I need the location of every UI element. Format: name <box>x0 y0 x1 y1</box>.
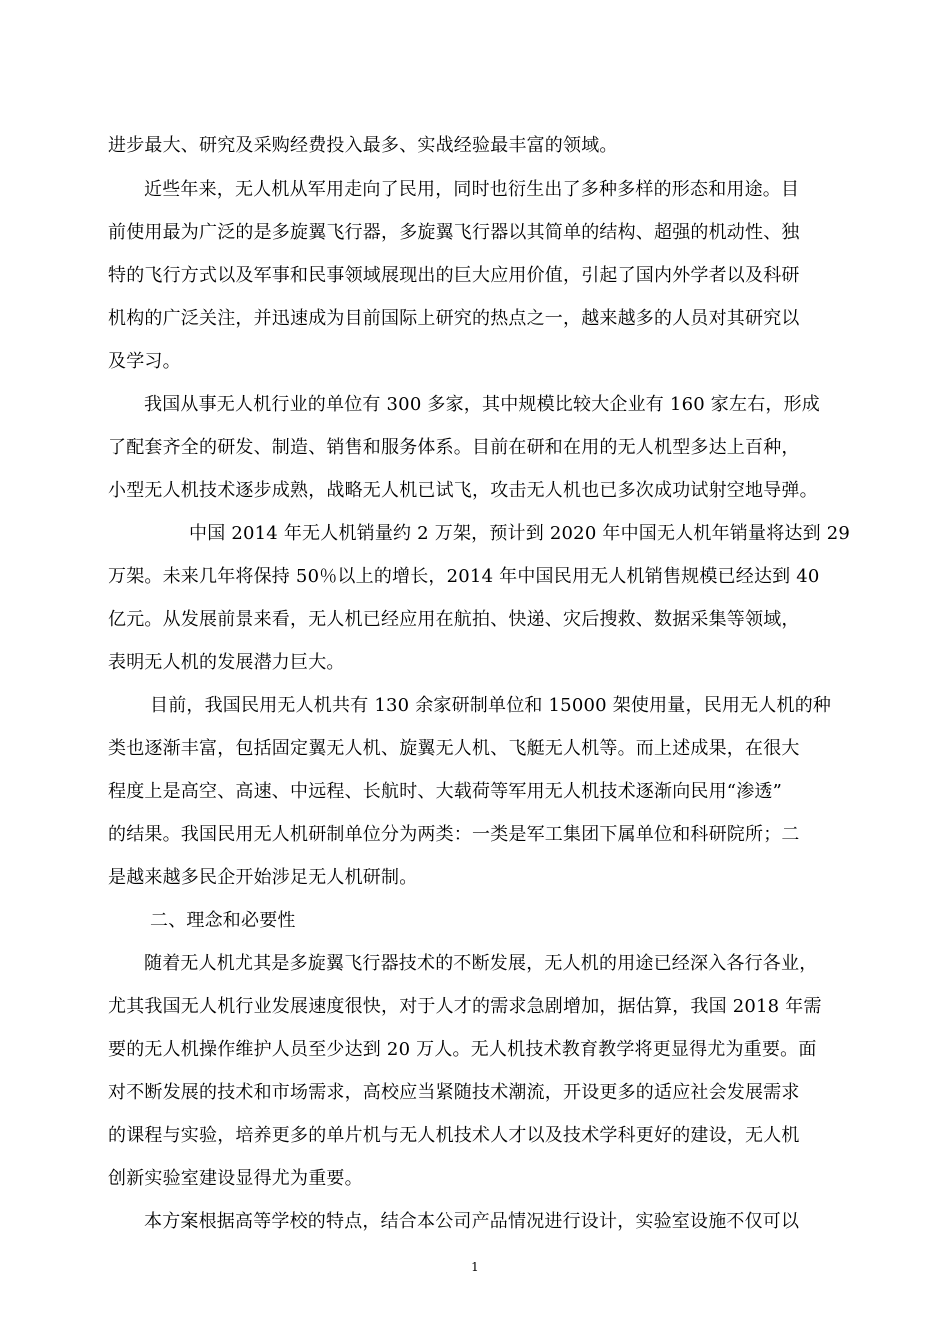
text-line: 是越来越多民企开始涉足无人机研制。 <box>108 867 418 888</box>
page-number: 1 <box>471 1260 479 1274</box>
text-line: 程度上是高空、高速、中远程、长航时、大载荷等军用无人机技术逐渐向民用“渗透” <box>108 781 783 802</box>
text-line: 亿元。从发展前景来看，无人机已经应用在航拍、快递、灾后搜救、数据采集等领域， <box>108 609 800 630</box>
text-line: 万架。未来几年将保持 50％以上的增长，2014 年中国民用无人机销售规模已经达到 40 <box>108 566 820 587</box>
text-line: 机构的广泛关注，并迅速成为目前国际上研究的热点之一，越来越多的人员对其研究以 <box>108 308 800 329</box>
text-line: 中国 2014 年无人机销量约 2 万架，预计到 2020 年中国无人机年销量将达到 29 <box>189 523 851 544</box>
text-line: 目前，我国民用无人机共有 130 余家研制单位和 15000 架使用量，民用无人机的种 <box>150 695 832 716</box>
text-line: 类也逐渐丰富，包括固定翼无人机、旋翼无人机、飞艇无人机等。而上述成果，在很大 <box>108 738 800 759</box>
text-line: 创新实验室建设显得尤为重要。 <box>108 1168 363 1189</box>
text-line: 了配套齐全的研发、制造、销售和服务体系。目前在研和在用的无人机型多达上百种， <box>108 437 800 458</box>
text-line: 前使用最为广泛的是多旋翼飞行器，多旋翼飞行器以其简单的结构、超强的机动性、独 <box>108 222 800 243</box>
text-line: 要的无人机操作维护人员至少达到 20 万人。无人机技术教育教学将更显得尤为重要。面 <box>108 1039 817 1060</box>
text-line: 表明无人机的发展潜力巨大。 <box>108 652 345 673</box>
text-line: 随着无人机尤其是多旋翼飞行器技术的不断发展，无人机的用途已经深入各行各业， <box>144 953 818 974</box>
text-line: 我国从事无人机行业的单位有 300 多家，其中规模比较大企业有 160 家左右，形成 <box>144 394 820 415</box>
text-line: 对不断发展的技术和市场需求，高校应当紧随技术潮流，开设更多的适应社会发展需求 <box>108 1082 800 1103</box>
text-line: 尤其我国无人机行业发展速度很快，对于人才的需求急剧增加，据估算，我国 2018 年需 <box>108 996 822 1017</box>
text-line: 本方案根据高等学校的特点，结合本公司产品情况进行设计，实验室设施不仅可以 <box>144 1211 800 1232</box>
section-heading: 二、理念和必要性 <box>150 910 296 931</box>
text-line: 特的飞行方式以及军事和民事领域展现出的巨大应用价值，引起了国内外学者以及科研 <box>108 265 800 286</box>
text-line: 小型无人机技术逐步成熟，战略无人机已试飞，攻击无人机也已多次成功试射空地导弹。 <box>108 480 818 501</box>
text-line: 近些年来，无人机从军用走向了民用，同时也衍生出了多种多样的形态和用途。目 <box>144 179 800 200</box>
text-line: 进步最大、研究及采购经费投入最多、实战经验最丰富的领域。 <box>108 135 618 156</box>
text-line: 及学习。 <box>108 351 181 372</box>
text-line: 的结果。我国民用无人机研制单位分为两类：一类是军工集团下属单位和科研院所；二 <box>108 824 800 845</box>
text-line: 的课程与实验，培养更多的单片机与无人机技术人才以及技术学科更好的建设，无人机 <box>108 1125 800 1146</box>
